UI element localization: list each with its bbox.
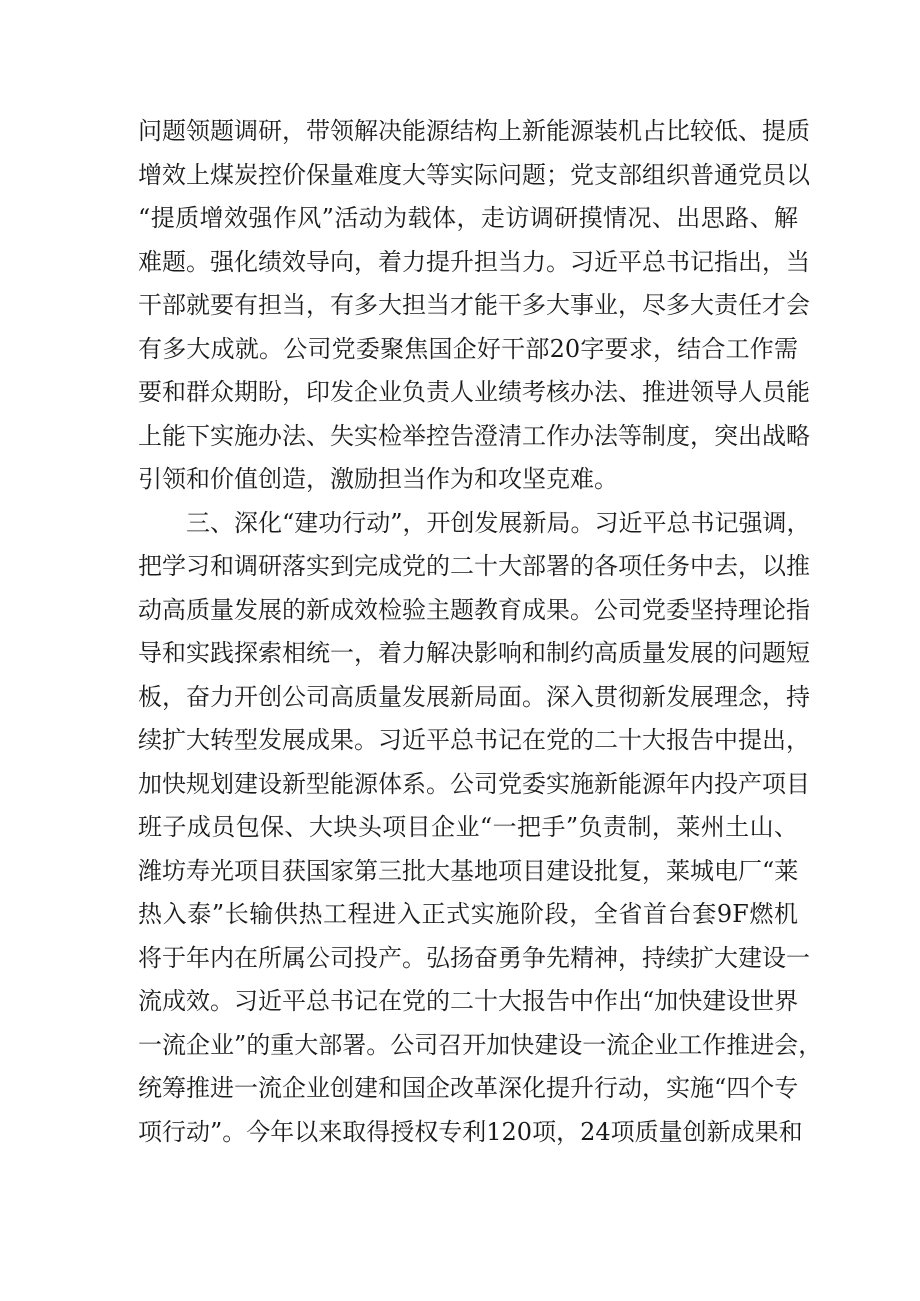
document-body [138,110,823,1154]
body-line: 引领和价值创造，激励担当作为和攻坚克难。 [138,465,618,493]
body-line: 续扩大转型发展成果。习近平总书记在党的二十大报告中提出， [138,726,810,754]
body-line: 流成效。习近平总书记在党的二十大报告中作出“加快建设世界 [138,987,799,1015]
body-line: 问题领题调研，带领解决能源结构上新能源装机占比较低、提质 [138,117,810,145]
body-line: 潍坊寿光项目获国家第三批大基地项目建设批复，莱城电厂“莱 [138,856,799,885]
body-line: 把学习和调研落实到完成党的二十大部署的各项任务中去，以推 [138,552,810,580]
body-line: 有多大成就。公司党委聚焦国企好干部20字要求，结合工作需 [138,334,798,363]
body-line: “提质增效强作风”活动为载体，走访调研摸情况、出思路、解 [138,204,798,232]
body-line: 班子成员包保、大块头项目企业“一把手”负责制，莱州土山、 [138,813,798,841]
body-line: 要和群众期盼，印发企业负责人业绩考核办法、推进领导人员能 [138,378,810,406]
body-line: 将于年内在所属公司投产。弘扬奋勇争先精神，持续扩大建设一 [138,943,810,972]
body-line: 项行动”。今年以来取得授权专利120项，24项质量创新成果和 [138,1117,803,1146]
body-line: 干部就要有担当，有多大担当才能干多大事业，尽多大责任才会 [138,291,810,319]
body-line: 统筹推进一流企业创建和国企改革深化提升行动，实施“四个专 [138,1074,799,1102]
body-line: 一流企业”的重大部署。公司召开加快建设一流企业工作推进会， [138,1030,823,1059]
body-line: 热入泰”长输供热工程进入正式实施阶段，全省首台套9F燃机 [138,900,798,928]
body-line: 增效上煤炭控价保量难度大等实际问题；党支部组织普通党员以 [138,160,810,189]
section-heading-line: 三、深化“建功行动”，开创发展新局。习近平总书记强调， [186,508,811,537]
body-line: 动高质量发展的新成效检验主题教育成果。公司党委坚持理论指 [138,595,810,624]
body-line: 上能下实施办法、失实检举控告澄清工作办法等制度，突出战略 [138,421,810,450]
body-line: 导和实践探索相统一，着力解决影响和制约高质量发展的问题短 [138,639,810,667]
body-line: 难题。强化绩效导向，着力提升担当力。习近平总书记指出，当 [138,247,810,276]
body-line: 板，奋力开创公司高质量发展新局面。深入贯彻新发展理念，持 [138,682,810,711]
body-line: 加快规划建设新型能源体系。公司党委实施新能源年内投产项目 [138,769,810,798]
